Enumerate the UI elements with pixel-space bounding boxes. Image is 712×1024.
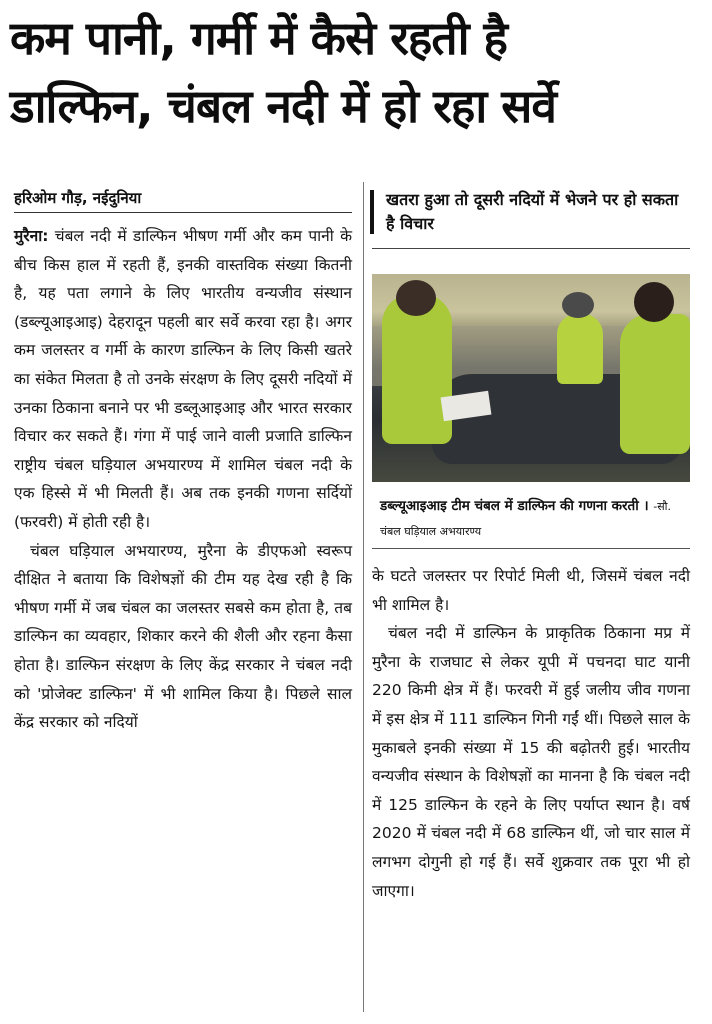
headline-line-2: डाल्फिन, चंबल नदी में हो रहा सर्वे [10, 79, 556, 133]
caption-text: डब्ल्यूआइआइ टीम चंबल में डाल्फिन की गणना करती । [380, 498, 649, 514]
caption-divider [372, 548, 690, 549]
headline-line-1: कम पानी, गर्मी में कैसे रहती है [10, 11, 507, 65]
article-paragraph-1 [14, 222, 352, 537]
headline [10, 4, 700, 140]
team-photo [372, 274, 690, 482]
article-paragraph-2: चंबल घड़ियाल अभयारण्य, मुरैना के डीएफओ स्वरूप दीक्षित ने बताया कि विशेषज्ञों की टीम यह देख रही है कि भीषण गर्मी में जब चंबल का जलस्तर सबसे कम होता है, तब डाल्फिन का व्यवहार, शिकार करने की शैली और रहना कैसा होता है। डाल्फिन संरक्षण के लिए केंद्र सरकार ने चंबल नदी को 'प्रोजेक्ट डाल्फिन' में भी शामिल किया है। पिछले साल केंद्र सरकार को नदियों [14, 541, 352, 732]
article-paragraph-3: के घटते जलस्तर पर रिपोर्ट मिली थी, जिसमें चंबल नदी भी शामिल है। [372, 567, 690, 614]
pull-quote-divider [372, 248, 690, 249]
quote-bar-icon [370, 190, 374, 234]
article-column-left [14, 222, 352, 737]
byline-divider [14, 212, 352, 213]
article-column-right [372, 562, 690, 905]
photo-caption [380, 494, 686, 544]
photo-credit: -सौ. चंबल घड़ियाल अभयारण्य [380, 500, 672, 538]
person-1 [382, 294, 452, 444]
person-2 [557, 314, 603, 384]
person-3 [620, 314, 690, 454]
dateline: मुरैना: [14, 227, 49, 245]
paragraph-1-text: चंबल नदी में डाल्फिन भीषण गर्मी और कम पानी के बीच किस हाल में रहती हैं, इनकी वास्तविक संख्या कितनी है, यह पता लगाने के लिए भारतीय वन्यजीव संस्थान (डब्ल्यूआइआइ) देहरादून पहली बार सर्वे करवा रहा है। अगर कम जलस्तर व गर्मी के कारण डाल्फिन के लिए किसी खतरे का संकेत मिलता है तो उनके संरक्षण के लिए दूसरी नदियों में उनका ठिकाना बनाने पर भी डब्लूआइआइ और भारत सरकार विचार कर सकते हैं। गंगा में पाई जाने वाली प्रजाति डाल्फिन राष्ट्रीय चंबल घड़ियाल अभयारण्य में शामिल चंबल नदी के एक हिस्से में भी मिलती हैं। अब तक इनकी गणना सर्दियों (फरवरी) में होती रही है। [14, 227, 352, 531]
column-divider [363, 182, 364, 1012]
byline: हरिओम गौड़, नईदुनिया [14, 189, 142, 207]
pull-quote [372, 188, 690, 236]
pull-quote-text: खतरा हुआ तो दूसरी नदियों में भेजने पर हो सकता है विचार [386, 190, 679, 233]
article-paragraph-4: चंबल नदी में डाल्फिन के प्राकृतिक ठिकाना मप्र में मुरैना के राजघाट से लेकर यूपी में पचनदा घाट यानी 220 किमी क्षेत्र में हैं। फरवरी में हुई जलीय जीव गणना में इस क्षेत्र में 111 डाल्फिन गिनी गईं थीं। पिछले साल के मुकाबले इनकी संख्या में 15 की बढ़ोतरी हुई। भारतीय वन्यजीव संस्थान के विशेषज्ञों का मानना है कि चंबल नदी में 125 डाल्फिन के रहने के लिए पर्याप्त स्थान है। वर्ष 2020 में चंबल नदी में 68 डाल्फिन थीं, जो चार साल में लगभग दोगुनी हो गई हैं। सर्वे शुक्रवार तक पूरा भी हो जाएगा। [372, 624, 690, 900]
